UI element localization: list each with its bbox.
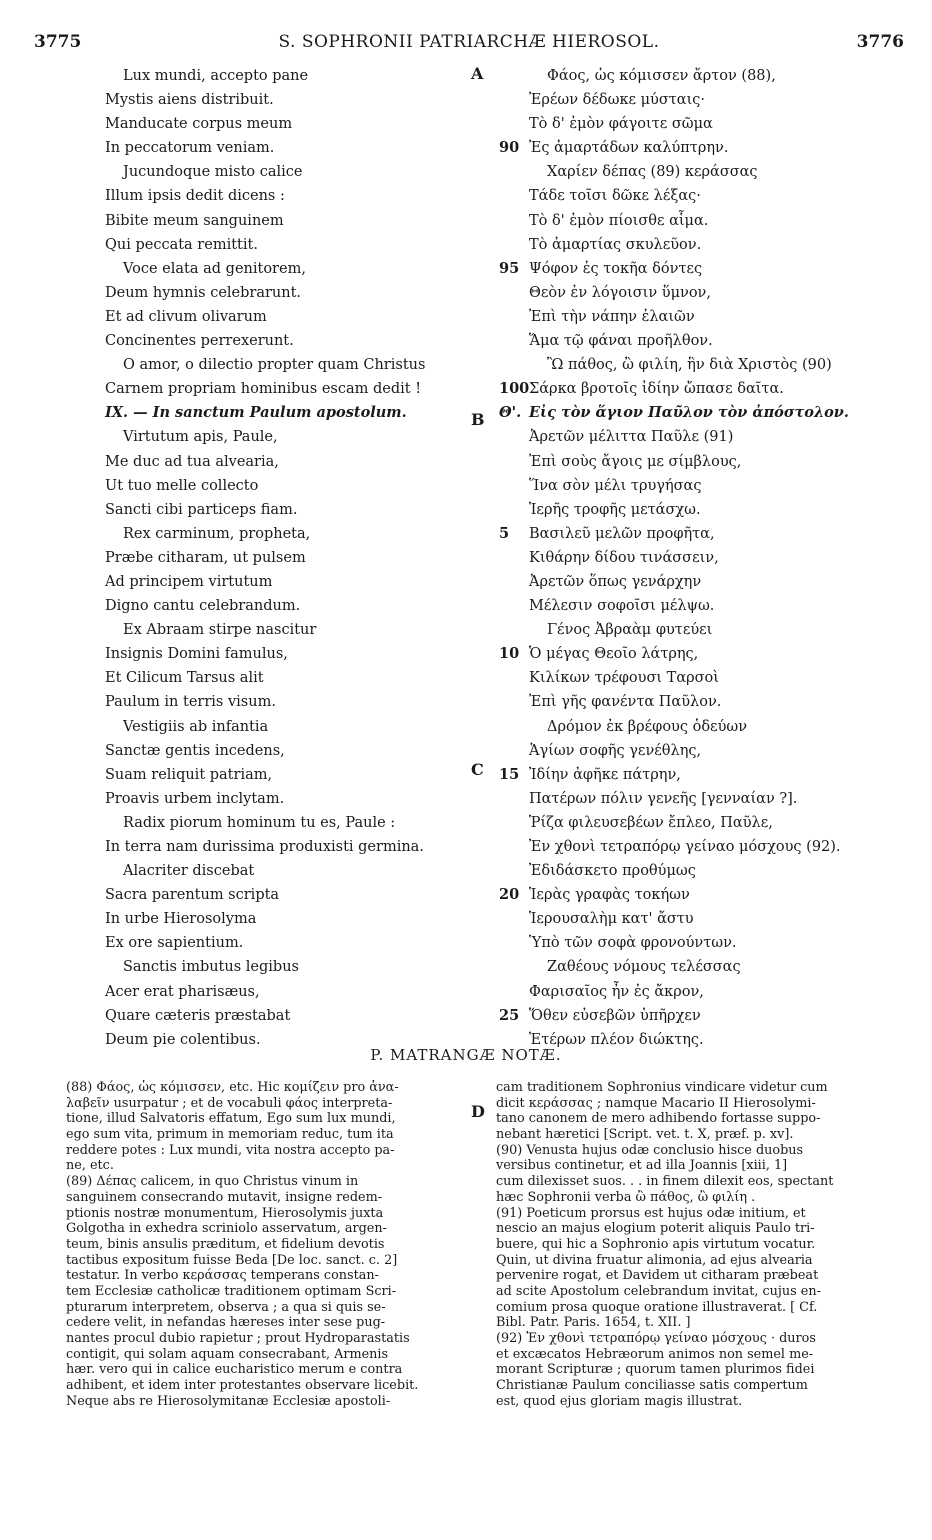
greek-verse-line [503,955,903,979]
latin-verse-line: Sanctis imbutus legibus [123,959,299,976]
note-line: tactibus expositum fuisse Beda [De loc. sanct. c. 2] [66,1252,398,1268]
greek-verse-line [503,184,903,208]
greek-verse-text: Ἀρετῶν μέλιττα Παῦλε (91) [529,429,734,446]
latin-verse-line: Jucundoque misto calice [123,164,303,181]
latin-verse-line: Bibite meum sanguinem [105,212,284,229]
note-line: ad scite Apostolum celebrandum invitat, cujus en- [496,1283,821,1299]
note-line: morant Scripturæ ; quorum tamen plurimos fidei [496,1362,815,1378]
note-line: ego sum vita, primum in memoriam reduc, tum ita [66,1127,394,1143]
note-line: (89) Δέπας calicem, in quo Christus vinum in [66,1174,359,1190]
greek-verse-line [503,160,903,184]
greek-verse-text: Ὢ πάθος, ὢ φιλίη, ἣν διὰ Χριστὸς (90) [547,357,832,374]
greek-verse-text: Ὑπὸ τῶν σοφὰ φρονούντων. [529,935,737,952]
greek-verse-text: Τὸ δ' ἐμὸν φάγοιτε σῶμα [529,116,713,133]
latin-verse-line: Rex carminum, propheta, [123,525,311,542]
greek-verse-line [503,739,903,763]
latin-verse-line: Ut tuo melle collecto [105,477,259,494]
greek-verse-text: Ῥίζα φιλευσεβέων ἔπλεο, Παῦλε, [529,814,773,831]
notes-right-column [496,1080,906,1409]
latin-verse-line: Paulum in terris visum. [105,694,276,711]
greek-verse-line [499,522,903,546]
greek-verse-text: Ἁγίων σοφῆς γενέθλης, [529,742,702,759]
note-line: contigit, qui solam aquam consecrabant, Armenis [66,1346,389,1362]
column-marker-c: C [471,760,484,779]
note-line: tano canonem de mero adhibendo fortasse suppo- [496,1111,821,1127]
greek-verse-text: Δρόμον ἐκ βρέφους ὁδεύων [547,718,748,735]
note-line: buere, qui hic a Sophronio apis virtutum vocatur. [496,1236,816,1252]
notes-title: P. MATRANGÆ NOTÆ. [370,1046,562,1064]
greek-verse-text: Κιθάρην δίδου τινάσσειν, [529,549,719,566]
greek-verse-line [503,112,903,136]
greek-verse-line [503,88,903,112]
greek-verse-line [503,546,903,570]
greek-verse-text: Χαρίεν δέπας (89) κεράσσας [547,164,758,181]
note-line: reddere potes : Lux mundi, vita nostra accepto pa- [66,1142,395,1158]
latin-verse-line: Sancti cibi particeps fiam. [105,501,298,518]
latin-verse-line: Proavis urbem inclytam. [105,790,285,807]
greek-verse-line [503,811,903,835]
greek-verse-text: Ἵνα σὸν μέλι τρυγήσας [529,477,702,494]
greek-verse-line [499,1004,903,1028]
latin-verse-line: In terra nam durissima produxisti germina. [105,839,424,855]
greek-verse-text: Ἐδιδάσκετο προθύμως [529,863,696,880]
greek-verse-text: Σάρκα βροτοῖς ἰδίην ὤπασε δαῖτα. [529,381,784,398]
note-line: Bibl. Patr. Paris. 1654, t. XII. ] [496,1315,691,1331]
note-line: Golgotha in exhedra scriniolo asservatum, argen- [66,1221,387,1237]
note-line: ne, etc. [66,1158,114,1174]
latin-verse-line: Concinentes perrexerunt. [105,333,294,350]
latin-verse-line: Sanctæ gentis incedens, [105,742,285,759]
latin-verse-line: Ex Abraam stirpe nascitur [123,622,317,639]
greek-verse-line [503,859,903,883]
note-line: comium prosa quoque oratione illustraverat. [ Cf. [496,1299,818,1315]
greek-verse-text: Ἐπὶ γῆς φανέντα Παῦλον. [529,694,722,711]
greek-verse-line [499,763,903,787]
latin-verse-line: Me duc ad tua alvearia, [105,453,279,470]
verse-number: 10 [499,645,520,663]
greek-verse-line [503,690,903,714]
greek-verse-line [499,377,903,401]
latin-verse-line: In urbe Hierosolyma [105,911,257,928]
note-line: testatur. In verbo κεράσσας temperans constan- [66,1268,379,1284]
note-line: (90) Venusta hujus odæ conclusio hisce duobus [496,1142,804,1158]
greek-verse-line [503,715,903,739]
greek-verse-text: Φάος, ὡς κόμισσεν ἄρτον (88), [547,68,776,84]
note-line: (88) Φάος, ὡς κόμισσεν, etc. Hic κομίζειν pro ἀνα- [66,1080,399,1095]
greek-verse-text: Ὅθεν εὐσεβῶν ὑπῆρχεν [529,1007,701,1024]
left-page-number: 3775 [34,32,82,52]
latin-verse-line: Illum ipsis dedit dicens : [105,188,285,205]
latin-verse-line: Sacra parentum scripta [105,887,280,904]
greek-verse-text: Φαρισαῖος ἦν ἐς ἄκρον, [529,983,704,1000]
greek-verse-line [503,594,903,618]
latin-verse-line: Manducate corpus meum [105,116,293,133]
running-title: S. SOPHRONII PATRIARCHÆ HIEROSOL. [278,32,660,52]
greek-verse-line [503,233,903,257]
note-line: hær. vero qui in calice eucharistico merum e contra [66,1362,403,1378]
greek-verse-text: Ἐπὶ σοὺς ἄγοις με σίμβλους, [529,453,742,470]
greek-verse-text: Βασιλεῦ μελῶν προφῆτα, [529,525,715,542]
greek-verse-text: Ἀρετῶν ὅπως γενάρχην [529,573,702,590]
latin-verse-line: Et ad clivum olivarum [105,308,267,325]
latin-verse-line: Lux mundi, accepto pane [123,68,309,84]
note-line: dicit κεράσσας ; namque Macario II Hierosolymi- [496,1095,816,1111]
column-marker-a: A [471,64,484,83]
latin-verse-line: Virtutum apis, Paule, [123,429,278,446]
greek-verse-text: Ἐν χθονὶ τετραπόρῳ γείναο μόσχους (92). [529,839,841,855]
note-line: sanguinem consecrando mutavit, insigne redem- [66,1189,383,1205]
greek-verse-line [503,281,903,305]
greek-verse-line [503,980,903,1004]
greek-verse-text: Ἐς ἀμαρτάδων καλύπτρην. [529,140,729,157]
greek-verse-line [499,883,903,907]
note-line: Neque abs re Hierosolymitanæ Ecclesiæ apostoli- [66,1393,391,1409]
note-line: (91) Poeticum prorsus est hujus odæ initium, et [496,1205,806,1221]
latin-verse-line: Suam reliquit patriam, [105,766,273,783]
note-line: pturarum interpretem, observa ; a qua si quis se- [66,1299,386,1315]
greek-verse-line [499,257,903,281]
note-line: cam traditionem Sophronius vindicare videtur cum [496,1080,828,1095]
greek-verse-text: Ἱερῆς τροφῆς μετάσχω. [529,501,701,518]
latin-verse-line: Deum pie colentibus. [105,1031,261,1048]
note-line: nebant hæretici [Script. vet. t. X, præf. p. xv]. [496,1127,794,1143]
greek-verse-line [503,498,903,522]
note-line: cedere velit, in nefandas hæreses inter sese pug- [66,1315,386,1331]
latin-verse-column [105,64,470,1052]
latin-verse-line: Ad principem virtutum [105,573,273,590]
note-line: ptionis nostræ monumentum, Hierosolymis juxta [66,1205,384,1221]
greek-verse-line [503,570,903,594]
greek-verse-line [503,474,903,498]
greek-verse-text: Εἰς τὸν ἅγιον Παῦλον τὸν ἀπόστολον. [529,404,849,422]
latin-verse-line: Acer erat pharisæus, [105,983,260,1000]
verse-number: 25 [499,1006,520,1024]
latin-verse-line: Voce elata ad genitorem, [123,260,306,277]
greek-verse-text: Πατέρων πόλιν γενεῆς [γενναίαν ?]. [529,790,798,807]
note-line: teum, binis ansulis præditum, et fidelium devotis [66,1236,385,1252]
greek-verse-text: Ἰδίην ἀφῆκε πάτρην, [529,766,681,783]
greek-verse-text: Μέλεσιν σοφοῖσι μέλψω. [529,598,715,615]
note-line: Quin, ut divina fruatur alimonia, ad ejus alvearia [496,1252,813,1268]
note-line: Christianæ Paulum conciliasse satis compertum [496,1378,808,1394]
greek-verse-line [503,450,903,474]
greek-verse-text: Ἱερουσαλὴμ κατ' ἄστυ [529,911,694,928]
latin-verse-line: Qui peccata remittit. [105,236,258,253]
note-line: adhibent, et idem inter protestantes observare licebit. [66,1378,419,1394]
latin-verse-line: Et Cilicum Tarsus alit [105,670,264,687]
greek-verse-text: Ἱερὰς γραφὰς τοκήων [529,887,690,904]
greek-verse-text: Θεὸν ἐν λόγοισιν ὕμνον, [529,284,711,301]
greek-verse-text: Κιλίκων τρέφουσι Ταρσοὶ [529,670,719,687]
verse-number: Θ'. [499,404,522,422]
latin-verse-line: Carnem propriam hominibus escam dedit ! [105,381,422,398]
latin-verse-line: Digno cantu celebrandum. [105,598,301,615]
greek-verse-text: Ὁ μέγας Θεοῖο λάτρης, [529,646,699,663]
greek-verse-text: Ἅμα τῷ φάναι προῆλθον. [529,333,713,350]
greek-verse-text: Ζαθέους νόμους τελέσσας [547,959,741,976]
greek-verse-line [503,329,903,353]
greek-verse-text: Τὸ ἀμαρτίας σκυλεῦον. [529,236,702,253]
note-line: (92) Ἐν χθονὶ τετραπόρῳ γείναο μόσχους · duros [496,1331,816,1346]
note-line: λαβεῖν usurpatur ; et de vocabuli φάος interpreta- [66,1095,393,1111]
column-marker-b: B [471,410,485,429]
greek-verse-line [503,64,903,88]
verse-number: 15 [499,765,520,783]
verse-number: 95 [499,259,520,277]
note-line: nantes procul dubio rapietur ; prout Hydroparastatis [66,1331,410,1346]
greek-verse-text: Τὸ δ' ἐμὸν πίοισθε αἷμα. [529,212,709,229]
greek-verse-text: Γένος Ἀβραὰμ φυτεύει [547,622,713,639]
latin-verse-line: Insignis Domini famulus, [105,646,288,663]
greek-verse-line [499,401,903,425]
right-page-number: 3776 [856,32,904,52]
greek-verse-text: Ἐρέων δέδωκε μύσταις· [529,92,705,109]
greek-verse-line [503,305,903,329]
latin-verse-line: Præbe citharam, ut pulsem [105,549,306,566]
latin-verse-line: Alacriter discebat [123,863,255,880]
greek-verse-line [503,209,903,233]
latin-verse-line: Deum hymnis celebrarunt. [105,284,302,301]
verse-number: 5 [499,524,510,542]
greek-verse-text: Ψόφον ἐς τοκῆα δόντες [529,260,703,277]
greek-verse-line [503,666,903,690]
greek-verse-line [499,642,903,666]
latin-verse-line: IX. — In sanctum Paulum apostolum. [105,404,407,422]
greek-verse-line [503,618,903,642]
latin-verse-line: Ex ore sapientium. [105,935,244,952]
greek-verse-line [503,353,903,377]
greek-verse-line [503,787,903,811]
latin-verse-line: Mystis aiens distribuit. [105,92,274,109]
greek-verse-line [503,425,903,449]
note-line: versibus continetur, et ad illa Joannis [xiii, 1] [496,1158,788,1174]
note-line: cum dilexisset suos. . . in finem dilexit eos, spectant [496,1174,834,1190]
greek-verse-column [499,64,903,1052]
latin-verse-line: Quare cæteris præstabat [105,1007,291,1024]
latin-verse-line: In peccatorum veniam. [105,140,275,157]
note-line: et excæcatos Hebræorum animos non semel me- [496,1346,814,1362]
verse-number: 100 [499,380,530,398]
verse-number: 20 [499,886,520,904]
latin-verse-line: O amor, o dilectio propter quam Christus [123,357,426,374]
note-line: pervenire rogat, et Davidem ut citharam præbeat [496,1268,819,1284]
greek-verse-line [503,835,903,859]
page-header [34,32,904,56]
note-line: nescio an majus elogium poterit aliquis Paulo tri- [496,1221,815,1237]
greek-verse-line [503,931,903,955]
note-line: tione, illud Salvatoris effatum, Ego sum lux mundi, [66,1111,396,1127]
greek-verse-text: Ἐπὶ τὴν νάπην ἐλαιῶν [529,308,695,325]
greek-verse-line [503,907,903,931]
greek-verse-line [499,136,903,160]
latin-verse-line: Vestigiis ab infantia [123,718,269,735]
note-line: tem Ecclesiæ catholicæ traditionem optimam Scri- [66,1283,397,1299]
verse-number: 90 [499,139,520,157]
latin-verse-line: Radix piorum hominum tu es, Paule : [123,814,396,831]
greek-verse-text: Ἑτέρων πλέον διώκτης. [529,1031,704,1048]
greek-verse-text: Τάδε τοῖσι δῶκε λέξας· [529,188,701,205]
note-line: est, quod ejus gloriam magis illustrat. [496,1393,743,1409]
column-marker-d: D [471,1102,485,1121]
note-line: hæc Sophronii verba ὢ πάθος, ὢ φιλίη . [496,1189,756,1205]
notes-left-column [66,1080,469,1409]
